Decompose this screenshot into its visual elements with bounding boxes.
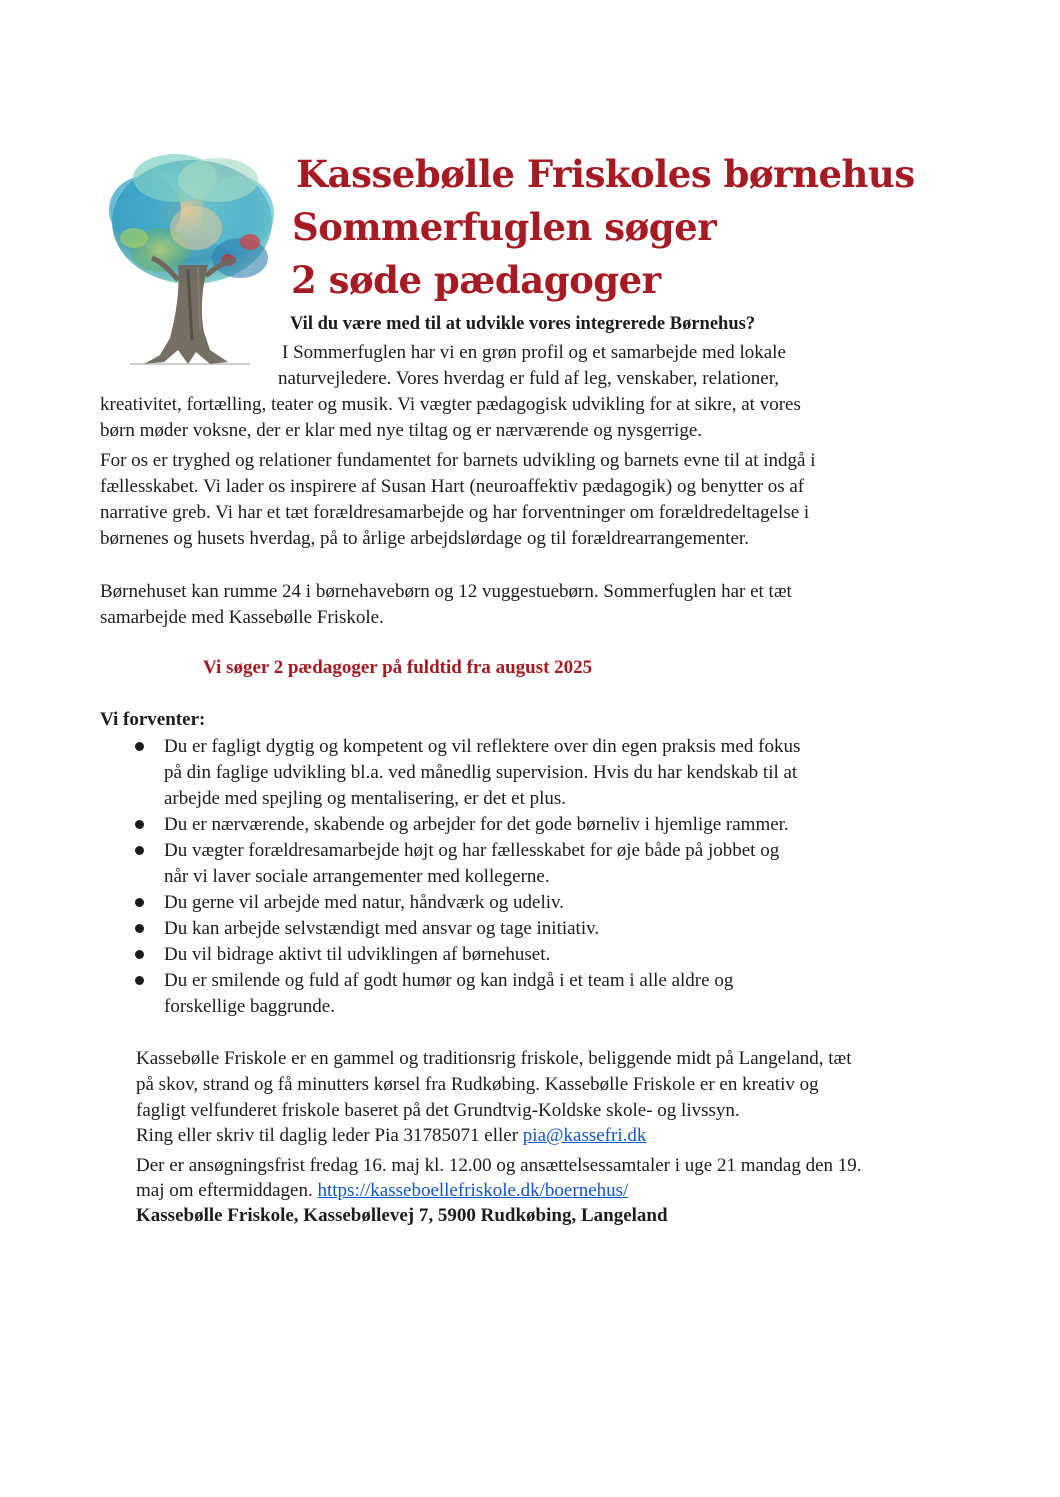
deadline-line: Der er ansøgningsfrist fredag 16. maj kl. 12.00 og ansættelsessamtaler i uge 21 mandag den 19.: [136, 1155, 862, 1176]
paragraph-line: samarbejde med Kassebølle Friskole.: [100, 607, 384, 628]
paragraph-line: børnenes og husets hverdag, på to årlige arbejdslørdage og til forældrearrangementer.: [100, 528, 749, 549]
website-link[interactable]: https://kasseboellefriskole.dk/boernehus/: [317, 1180, 629, 1201]
list-item-line: Du er smilende og fuld af godt humør og kan indgå i et team i alle aldre og: [164, 970, 734, 991]
tree-illustration: [100, 150, 280, 372]
paragraph-line: Børnehuset kan rumme 24 i børnehavebørn og 12 vuggestuebørn. Sommerfuglen har et tæt: [100, 581, 792, 602]
list-item-line: Du vil bidrage aktivt til udviklingen af børnehuset.: [164, 944, 551, 965]
footer-line: på skov, strand og få minutters kørsel fra Rudkøbing. Kassebølle Friskole er en kreativ og: [136, 1074, 819, 1095]
title-line-2: Sommerfuglen søger: [292, 205, 717, 249]
footer-line: fagligt velfunderet friskole baseret på det Grundtvig-Koldske skole- og livssyn.: [136, 1100, 740, 1121]
list-item-line: arbejde med spejling og mentalisering, er det et plus.: [164, 788, 567, 809]
list-item-line: Du kan arbejde selvstændigt med ansvar og tage initiativ.: [164, 918, 600, 939]
list-item-line: Du vægter forældresamarbejde højt og har fællesskabet for øje både på jobbet og: [164, 840, 780, 861]
title-line-1: Kassebølle Friskoles børnehus: [296, 152, 915, 196]
list-item-line: når vi laver sociale arrangementer med kollegerne.: [164, 866, 550, 887]
list-item-line: Du er fagligt dygtig og kompetent og vil reflektere over din egen praksis med fokus: [164, 736, 801, 757]
footer-line: Kassebølle Friskole er en gammel og traditionsrig friskole, beliggende midt på Langeland, tæt: [136, 1048, 852, 1069]
list-item-line: på din faglige udvikling bl.a. ved månedlig supervision. Hvis du har kendskab til at: [164, 762, 798, 783]
email-link[interactable]: pia@kassefri.dk: [522, 1125, 647, 1146]
list-item-line: forskellige baggrunde.: [164, 996, 335, 1017]
intro-question: Vil du være med til at udvikle vores integrerede Børnehus?: [290, 314, 756, 334]
contact-line: [136, 1124, 646, 1148]
list-item-line: Du er nærværende, skabende og arbejder for det gode børneliv i hjemlige rammer.: [164, 814, 789, 835]
title-line-3: 2 søde pædagoger: [291, 258, 661, 302]
bullet-icon: [135, 898, 144, 907]
paragraph-line: narrative greb. Vi har et tæt forældresamarbejde og har forventninger om forældredeltagelse i: [100, 502, 810, 523]
address-line: Kassebølle Friskole, Kassebøllevej 7, 5900 Rudkøbing, Langeland: [136, 1205, 668, 1226]
bullet-icon: [135, 820, 144, 829]
intro-line: børn møder voksne, der er klar med nye tiltag og er nærværende og nysgerrige.: [100, 420, 703, 441]
expectations-heading: Vi forventer:: [100, 709, 206, 730]
position-highlight: Vi søger 2 pædagoger på fuldtid fra august 2025: [203, 657, 593, 678]
bullet-icon: [135, 976, 144, 985]
paragraph-line: For os er tryghed og relationer fundamentet for barnets udvikling og barnets evne til at indgå i: [100, 450, 816, 471]
bullet-icon: [135, 950, 144, 959]
bullet-icon: [135, 742, 144, 751]
intro-line: kreativitet, fortælling, teater og musik. Vi vægter pædagogisk udvikling for at sikre, at vores: [100, 394, 801, 415]
paragraph-line: fællesskabet. Vi lader os inspirere af Susan Hart (neuroaffektiv pædagogik) og benytter os af: [100, 476, 805, 497]
bullet-icon: [135, 846, 144, 855]
contact-text: Ring eller skriv til daglig leder Pia 31785071 eller: [136, 1125, 523, 1146]
intro-line: naturvejledere. Vores hverdag er fuld af leg, venskaber, relationer,: [278, 368, 780, 389]
intro-line: I Sommerfuglen har vi en grøn profil og et samarbejde med lokale: [282, 342, 786, 363]
deadline-text: maj om eftermiddagen.: [136, 1180, 318, 1201]
list-item-line: Du gerne vil arbejde med natur, håndværk og udeliv.: [164, 892, 565, 913]
bullet-icon: [135, 924, 144, 933]
deadline-line-2: [136, 1179, 628, 1203]
